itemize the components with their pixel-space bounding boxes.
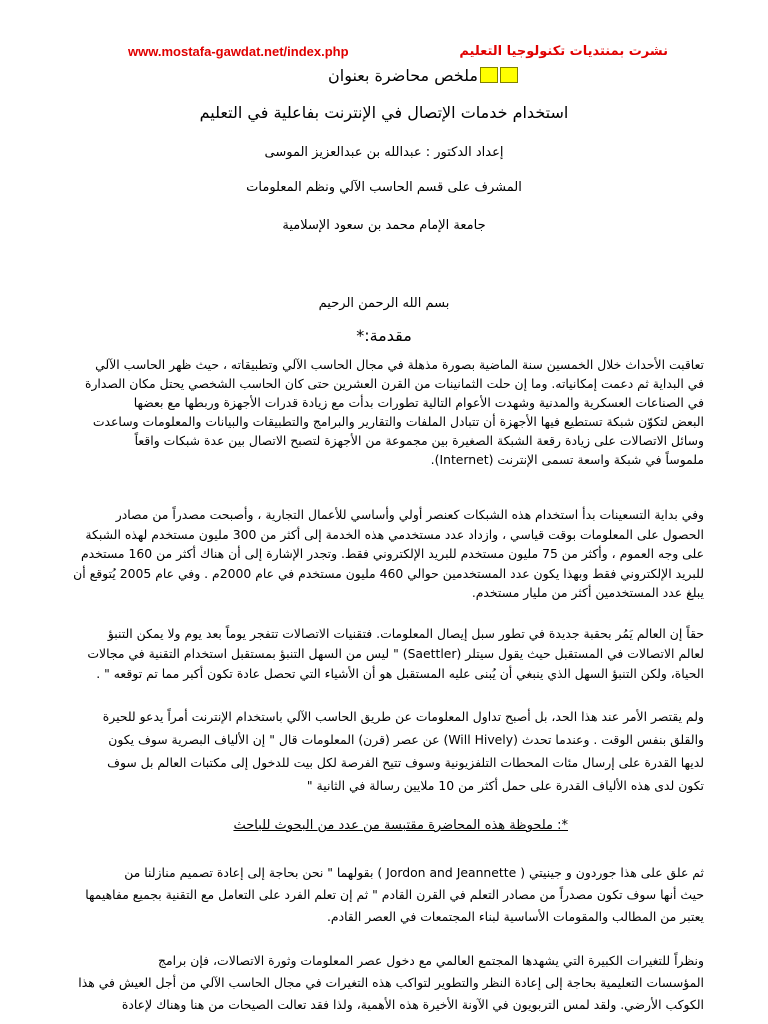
paragraph-line: تكون لدى هذه الألياف القدرة على حمل أكثر من 10 ملايين رسالة في الثانية " [306, 778, 704, 793]
highlight-marker-icon [500, 67, 518, 83]
paragraph-line: ولم يقتصر الأمر عند هذا الحد، بل أصبح تداول المعلومات عن طريق الحاسب الآلي باستخدام الإنترنت أمراً يدعو للحيرة [102, 709, 704, 724]
paragraph-4 [64, 705, 704, 797]
paragraph-5 [64, 862, 704, 928]
paragraph-line: ونظراً للتغيرات الكبيرة التي يشهدها المجتمع العالمي مع دخول عصر المعلومات وثورة الاتصالات، فإن برامج [158, 953, 704, 968]
paragraph-line: لعالم الاتصالات في المستقبل حيث يقول سيتلر (Saettler) " ليس من السهل التنبؤ بمستقبل استخدام التقنية في مجالات [87, 646, 704, 661]
paragraph-1 [64, 355, 704, 469]
paragraph-2 [64, 505, 704, 603]
paragraph-line: والقلق بنفس الوقت . وعندما تحدث (Will Hively) عن عصر (قرن) المعلومات قال " إن الألياف البصرية سوف يكون [108, 732, 704, 747]
footnote-heading: *: ملحوظة هذه المحاضرة مقتبسة من عدد من البحوث للباحث [233, 818, 568, 833]
paragraph-line: حيث أنها سوف تكون مصدراً من مصادر التعلم في القرن القادم " ثم إن تعلم الفرد على التعامل مع التقنية بجميع مفاهيمها [85, 887, 704, 902]
paragraph-line: الكوكب الأرضي. ولقد لمس التربويون في الآونة الأخيرة هذه الأهمية، ولذا فقد تعالت الصيحات من هنا وهناك لإعادة [121, 997, 704, 1012]
summary-heading [328, 63, 518, 87]
paragraph-line: وفي بداية التسعينات بدأ استخدام هذه الشبكات كعنصر أولي وأساسي للأعمال التجارية ، وأصبحت مصدراً من مصادر [115, 507, 704, 522]
basmala: بسم الله الرحمن الرحيم [318, 296, 450, 311]
source-url-link[interactable]: www.mostafa-gawdat.net/index.php [128, 44, 349, 59]
paragraph-line: يعتبر من المطالب والمقومات الأساسية لبناء المجتمعات في العصر القادم. [326, 909, 704, 924]
paragraph-line: في البداية ثم دعمت إمكانياته. وما إن حلت الثمانينات من القرن العشرين حتى كان الحاسب الشخصي يحتل مكان الصدارة [84, 376, 704, 391]
paragraph-line: ثم علق على هذا جوردون و جينيتي ( Jordon and Jeannette ) بقولهما " نحن بحاجة إلى إعادة تصميم منازلنا من [124, 865, 704, 880]
paragraph-3 [64, 624, 704, 684]
summary-heading-text: ملخص محاضرة بعنوان [328, 65, 478, 85]
highlight-marker-icon [480, 67, 498, 83]
university-line: جامعة الإمام محمد بن سعود الإسلامية [282, 218, 486, 233]
paragraph-line: يبلغ عدد المستخدمين أكثر من مليار مستخدم. [471, 585, 704, 600]
paragraph-line: لديها القدرة على إرسال مئات المحطات التلفزيونية وسوف تتيح الفرصة لكل بيت للدخول إلى مكتبات العالم بل سوف [107, 755, 704, 770]
position-line: المشرف على قسم الحاسب الآلي ونظم المعلومات [246, 180, 522, 195]
paragraph-line: البعض لتكوّن شبكة تستطيع فيها الأجهزة أن تتبادل الملفات والتقارير والبرامج والتطبيقات والبيانات والمعلومات وساعدت [92, 414, 704, 429]
paragraph-6 [64, 950, 704, 1016]
paragraph-line: تعاقبت الأحداث خلال الخمسين سنة الماضية بصورة مذهلة في مجال الحاسب الآلي وتطبيقاته ، حيث ظهر الحاسب الآلي [95, 357, 704, 372]
paragraph-line: الحصول على المعلومات بوقت قياسي ، وازداد عدد مستخدمي هذه الخدمة إلى أكثر من 300 مليون مستخدم لهذه الشبكة [85, 526, 704, 542]
published-note: نشرت بمنتديات تكنولوجيا التعليم [459, 44, 668, 59]
paragraph-line: على وجه العموم ، وأكثر من 75 مليون مستخدم للبريد الإلكتروني فقط. وتجدر الإشارة إلى أن هناك أكثر من 160 مستخدم [80, 546, 704, 561]
intro-heading: مقدمة:* [356, 326, 412, 345]
paragraph-line: المؤسسات التعليمية بحاجة إلى إعادة النظر والتطوير لتواكب هذه التغيرات في مجال الحاسب الآلي من أجل العيش في هذا [78, 975, 704, 990]
paragraph-line: وسائل الاتصالات على زيادة رقعة الشبكة الصغيرة بين مجموعة من الأجهزة لتصبح الاتصال بين عدة شبكات واقعاً [134, 433, 704, 448]
paragraph-line: للبريد الإلكتروني فقط وبهذا يكون عدد المستخدمين حوالي 460 مليون مستخدم في عام 2000م . وفي عام 2005 يُتوقع أن [73, 565, 704, 581]
header-line [128, 44, 668, 64]
lecture-title: استخدام خدمات الإتصال في الإنترنت بفاعلية في التعليم [199, 103, 569, 122]
paragraph-line: ملموساً في شبكة واسعة تسمى الإنترنت (Internet). [430, 452, 704, 467]
paragraph-line: الحياة، ولكن التنبؤ السهل الذي ينبغي أن يُبنى عليه المستقبل هو أن الأشياء التي تحصل عادة تكون أكبر مما تم توقعه " . [96, 666, 704, 681]
author-line: إعداد الدكتور : عبدالله بن عبدالعزيز الموسى [264, 145, 504, 160]
paragraph-line: في الصناعات العسكرية والمدنية وشهدت الأعوام التالية تطورات بدأت مع زيادة قدرات الأجهزة وربطها مع بعضها [133, 395, 704, 410]
paragraph-line: حقاً إن العالم يَمُر بحقبة جديدة في تطور سبل إيصال المعلومات. فتقنيات الاتصالات تتفجر يوماً بعد يوم ولا يمكن التنبؤ [107, 626, 704, 641]
